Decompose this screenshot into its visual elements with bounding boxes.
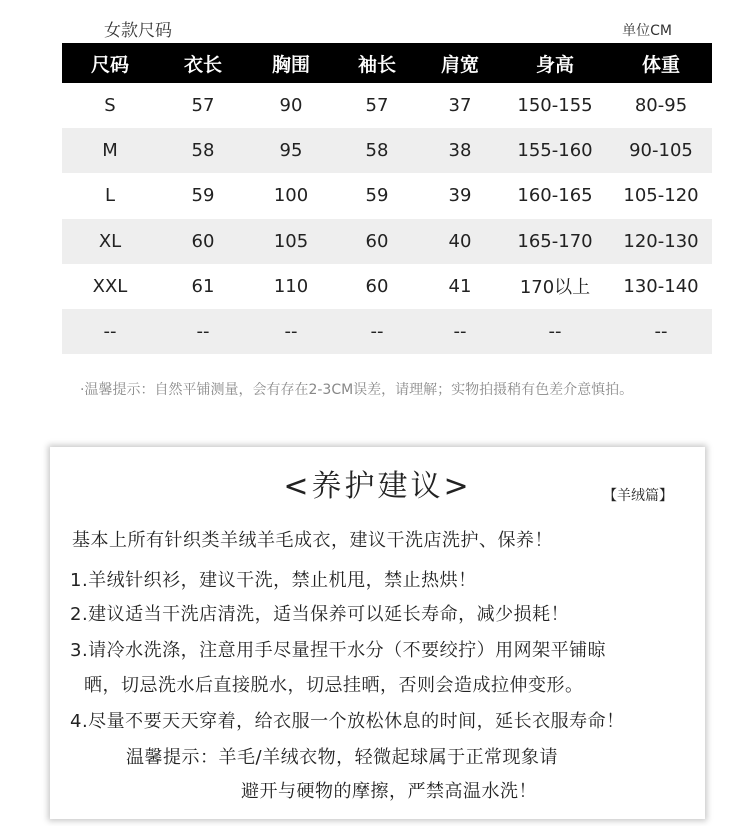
table-cell: 120-130 [623,230,699,252]
table-row [62,128,712,173]
table-cell: -- [453,321,467,343]
table-cell: 41 [448,275,472,297]
table-cell: 61 [191,275,215,297]
table-cell: 60 [365,275,389,297]
table-cell: 60 [365,230,389,252]
care-instructions-panel [50,447,705,819]
table-cell: 105 [273,230,309,252]
table-cell: S [104,95,116,117]
table-cell: 165-170 [517,230,593,252]
care-item-1: 1.羊绒针织衫，建议干洗，禁止机甩，禁止热烘！ [70,570,477,591]
table-cell: 57 [191,95,215,117]
table-header-row [62,43,712,83]
table-cell: 60 [191,230,215,252]
column-header: 体重 [641,53,680,76]
column-header: 衣长 [183,53,222,76]
table-cell: -- [103,321,117,343]
table-cell: -- [370,321,384,343]
size-table [62,43,712,354]
table-row [62,83,712,128]
table-cell: 150-155 [517,95,593,117]
care-item-2: 2.建议适当干洗店清洗，适当保养可以延长寿命，减少损耗！ [70,604,570,625]
unit-label: 单位CM [622,23,672,39]
table-cell: 130-140 [623,275,699,297]
table-cell: M [102,140,118,162]
table-cell: -- [284,321,298,343]
table-cell: 105-120 [623,185,699,207]
table-cell: 90-105 [629,140,693,162]
warm-tip-line-1: 温馨提示：羊毛/羊绒衣物，轻微起球属于正常现象请 [126,747,559,768]
table-cell: L [104,185,116,207]
column-header: 袖长 [357,53,396,76]
table-cell: -- [654,321,668,343]
column-header: 肩宽 [440,53,479,76]
table-cell: 90 [279,95,303,117]
table-row [62,173,712,218]
care-title: <养护建议> [283,469,472,504]
care-item-3: 3.请冷水洗涤，注意用手尽量捏干水分（不要绞拧）用网架平铺晾 [70,640,607,661]
table-cell: 39 [448,185,472,207]
table-cell: 57 [365,95,389,117]
table-cell: -- [548,321,562,343]
care-intro: 基本上所有针织类羊绒羊毛成衣，建议干洗店洗护、保养！ [72,530,553,551]
cashmere-tag: 【羊绒篇】 [603,488,673,504]
table-cell: 59 [191,185,215,207]
header-bar [0,0,750,44]
column-header: 身高 [535,53,574,76]
table-row [62,219,712,264]
table-cell: 110 [273,275,309,297]
column-header: 尺码 [90,53,129,76]
table-cell: -- [196,321,210,343]
column-header: 胸围 [271,53,310,76]
table-row [62,309,712,354]
table-cell: 100 [273,185,309,207]
table-cell: 95 [279,140,303,162]
measurement-tip: ·温馨提示：自然平铺测量，会有存在2-3CM误差，请理解；实物拍摄稍有色差介意慎拍。 [80,382,634,398]
table-cell: 40 [448,230,472,252]
table-cell: 170以上 [519,277,591,299]
care-item-3-continued: 晒，切忌洗水后直接脱水，切忌挂晒，否则会造成拉伸变形。 [84,675,584,696]
table-cell: XL [98,230,122,252]
table-cell: 58 [191,140,215,162]
care-item-4: 4.尽量不要天天穿着，给衣服一个放松休息的时间，延长衣服寿命！ [70,711,625,732]
table-cell: XXL [92,275,128,297]
table-cell: 37 [448,95,472,117]
table-cell: 58 [365,140,389,162]
table-cell: 155-160 [517,140,593,162]
table-row [62,264,712,309]
table-cell: 59 [365,185,389,207]
table-cell: 160-165 [517,185,593,207]
size-chart-title: 女款尺码 [104,21,172,41]
table-cell: 38 [448,140,472,162]
table-cell: 80-95 [634,95,688,117]
warm-tip-line-2: 避开与硬物的摩擦，严禁高温水洗！ [241,781,537,802]
